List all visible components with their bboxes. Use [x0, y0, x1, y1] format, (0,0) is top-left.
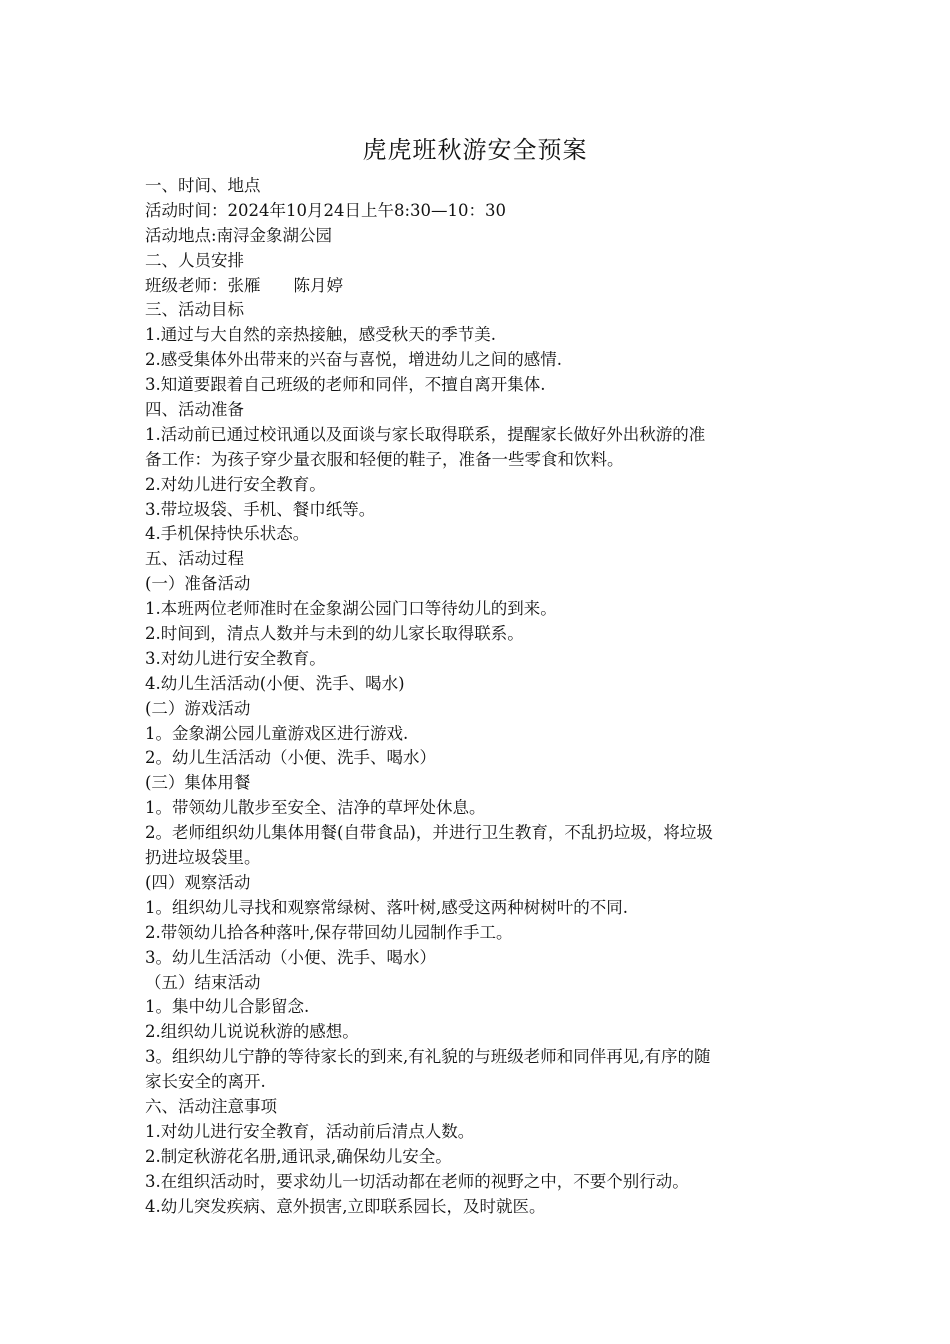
document-line: 4.幼儿突发疾病、意外损害,立即联系园长，及时就医。	[145, 1196, 546, 1216]
document-line: 2.制定秋游花名册,通讯录,确保幼儿安全。	[145, 1146, 452, 1166]
document-line: 2.感受集体外出带来的兴奋与喜悦，增进幼儿之间的感情.	[145, 350, 562, 370]
document-line: 4.幼儿生活活动(小便、洗手、喝水)	[145, 673, 405, 693]
document-line: 扔进垃圾袋里。	[145, 848, 261, 868]
document-line: 2.带领幼儿拾各种落叶,保存带回幼儿园制作手工。	[145, 922, 513, 942]
document-title: 虎虎班秋游安全预案	[362, 136, 588, 164]
document-line: (二）游戏活动	[145, 698, 251, 718]
document-line: 班级老师：张雁 陈月婷	[145, 275, 343, 295]
document-line: (四）观察活动	[145, 872, 251, 892]
document-line: 2.对幼儿进行安全教育。	[145, 474, 326, 494]
document-line: 1.对幼儿进行安全教育，活动前后清点人数。	[145, 1121, 475, 1141]
document-line: 3.在组织活动时，要求幼儿一切活动都在老师的视野之中，不要个别行动。	[145, 1171, 689, 1191]
document-line: (一）准备活动	[145, 574, 251, 594]
document-line: 1.通过与大自然的亲热接触，感受秋天的季节美.	[145, 325, 496, 345]
document-line: 1。带领幼儿散步至安全、洁净的草坪处休息。	[145, 798, 486, 818]
document-line: 3.对幼儿进行安全教育。	[145, 648, 326, 668]
document-line: 备工作：为孩子穿少量衣服和轻便的鞋子，准备一些零食和饮料。	[145, 449, 624, 469]
document-line: 活动地点:南浔金象湖公园	[145, 225, 333, 245]
document-line: 家长安全的离开.	[145, 1072, 266, 1092]
document-line: (三）集体用餐	[145, 773, 251, 793]
document-line: 一、时间、地点	[145, 176, 261, 195]
document-line: （五）结束活动	[145, 972, 261, 992]
document-line: 3.带垃圾袋、手机、餐巾纸等。	[145, 499, 376, 519]
document-line: 3。幼儿生活活动（小便、洗手、喝水）	[145, 947, 436, 967]
document-line: 三、活动目标	[145, 300, 244, 320]
document-line: 2。老师组织幼儿集体用餐(自带食品)，并进行卫生教育，不乱扔垃圾，将垃圾	[145, 823, 713, 843]
document-line: 2。幼儿生活活动（小便、洗手、喝水）	[145, 748, 436, 768]
document-line: 1.活动前已通过校讯通以及面谈与家长取得联系，提醒家长做好外出秋游的准	[145, 424, 706, 444]
document-line: 1.本班两位老师准时在金象湖公园门口等待幼儿的到来。	[145, 599, 557, 619]
document-line: 4.手机保持快乐状态。	[145, 524, 310, 544]
document-line: 2.时间到，清点人数并与未到的幼儿家长取得联系。	[145, 624, 524, 644]
document-line: 活动时间：2024年10月24日上午8:30—10：30	[145, 200, 507, 220]
document-line: 1。集中幼儿合影留念.	[145, 997, 310, 1017]
document-line: 五、活动过程	[145, 549, 244, 569]
document-line: 2.组织幼儿说说秋游的感想。	[145, 1022, 359, 1042]
document-line: 3.知道要跟着自己班级的老师和同伴，不擅自离开集体.	[145, 375, 546, 395]
document-line: 二、人员安排	[145, 250, 244, 270]
document-line: 四、活动准备	[145, 400, 244, 420]
document-line: 3。组织幼儿宁静的等待家长的到来,有礼貌的与班级老师和同伴再见,有序的随	[145, 1047, 711, 1067]
document-line: 1。组织幼儿寻找和观察常绿树、落叶树,感受这两种树树叶的不同.	[145, 897, 628, 917]
document-body	[145, 174, 815, 1219]
document-line: 1。金象湖公园儿童游戏区进行游戏.	[145, 723, 409, 743]
document-line: 六、活动注意事项	[145, 1096, 277, 1116]
